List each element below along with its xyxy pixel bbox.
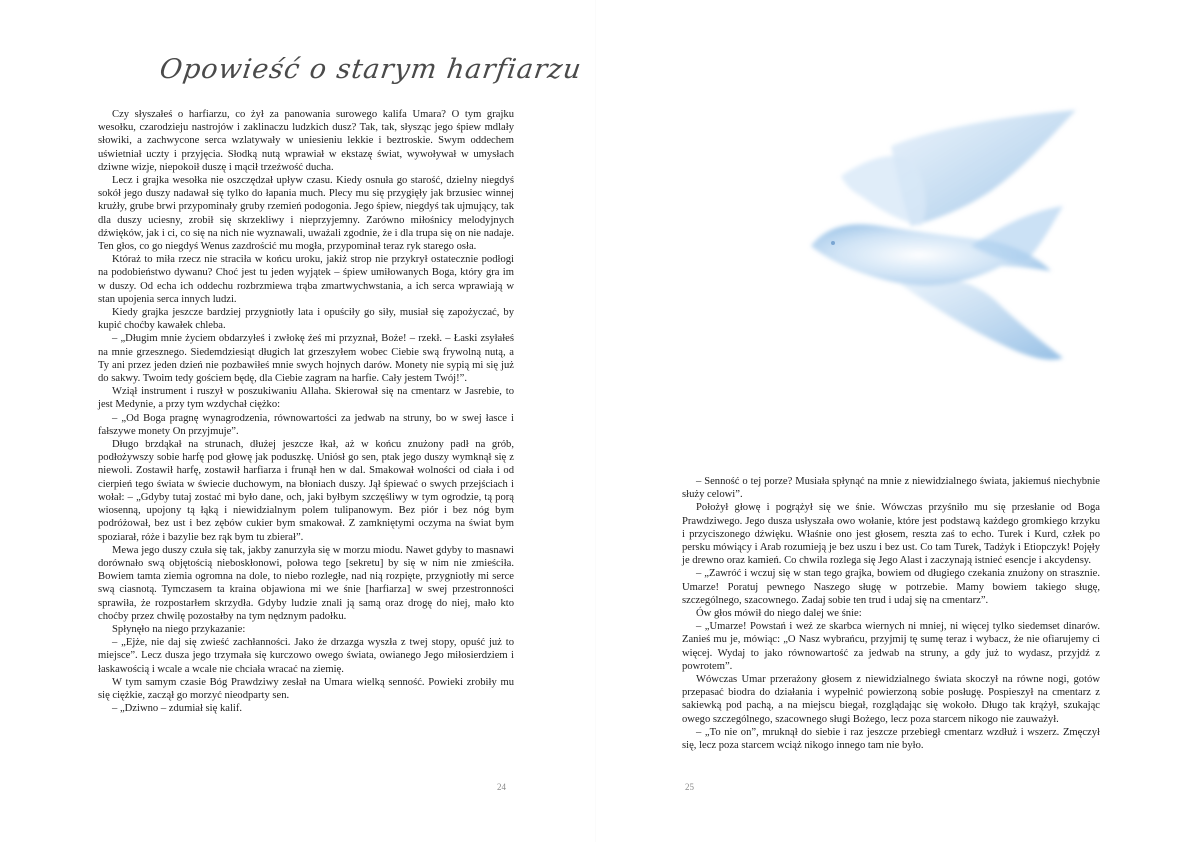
paragraph: Wziął instrument i ruszył w poszukiwaniu Allaha. Skierował się na cmentarz w Jasrebie, to jest Medynie, a przy tym wzdychał ciężko: xyxy=(98,386,514,411)
paragraph: – „Od Boga pragnę wynagrodzenia, równowartości za jedwab na struny, bo w swej łasce i fałszywe monety On przyjmuje”. xyxy=(98,412,514,437)
paragraph: Położył głowę i pogrążył się we śnie. Wówczas przyśniło mu się przesłanie od Boga Prawdziwego. Jego dusza usłyszała owo wołanie, które jest podstawą każdego gromkiego krzyku i przyciszonego dźwięku. Właśnie ono jest głosem, reszta zaś to echo. Turek i Kurd, człek po persku mówiący i Arab rozumieją je bez uszu i bez ust. Co tam Turek, Tadżyk i Etiopczyk! Pojęły je drewno oraz kamień. Co chwila rozlega się Jego Alast i zaczynają istnieć esencje i akcydensy. xyxy=(682,502,1100,567)
paragraph: Któraż to miła rzecz nie straciła w końcu uroku, jakiż strop nie przykrył ostatecznie podłogi na podobieństwo dywanu? Choć jest tu jeden wyjątek – śpiew umiłowanych Boga, który gra im w duszy. Od echa ich oddechu rozbrzmiewa trąba zmartwychwstania, a ich serca wprawiają w stan upojenia serca innych ludzi. xyxy=(98,254,514,305)
paragraph: Lecz i grajka wesołka nie oszczędzał upływ czasu. Kiedy osnuła go starość, dzielny niegdyś sokół jego duszy nadawał się tylko do łapania much. Plecy mu się przygięły jak brzusiec winnej krużły, grube brwi przypominały gruby rzemień podogonia. Jego śpiew, niegdyś tak ujmujący, tak dla duszy uciesny, zrobił się skrzekliwy i nieprzyjemny. Zarówno miłośnicy melodyjnych dźwięków, jak i ci, co się na nich nie wyznawali, uważali zgodnie, że i dla trupa się on nie nadaje. Ten głos, co go niegdyś Wenus zazdrościć mu mogła, przypominał teraz ryk starego osła. xyxy=(98,175,514,253)
paragraph: – „Długim mnie życiem obdarzyłeś i zwłokę źeś mi przyznał, Boże! – rzekł. – Łaski zsyłałeś na mnie grzesznego. Siedemdziesiąt długich lat grzeszyłem wobec Ciebie swą frywolną nutą, a Ty ani przez jeden dzień nie pozbawiłeś mnie swych hojnych darów. Monety nie sypią mi się już do sakwy. Twoim tedy gościem będę, dla Ciebie zagram na harfie. Cały jestem Twój!”. xyxy=(98,333,514,385)
right-page xyxy=(596,0,1191,842)
paragraph: Wówczas Umar przerażony głosem z niewidzialnego świata skoczył na równe nogi, gotów przepasać biodra do działania i wypełnić powierzoną sobie posługę. Pospieszył na cmentarz z sakiewką pod pachą, a na miejscu biegał, rozglądając się wokoło. Długo tak krążył, szukając owego szczególnego, szacownego sługi Bożego, lecz poza starcem nikogo nie zauważył. xyxy=(682,674,1100,725)
paragraph: – „To nie on”, mruknął do siebie i raz jeszcze przebiegł cmentarz wzdłuż i wszerz. Zmęczył się, lecz poza starcem wciąż nikogo innego tam nie było. xyxy=(682,726,1100,752)
paragraph: – „Umarze! Powstań i weź ze skarbca wiernych ni mniej, ni więcej tylko siedemset dinarów. Zanieś mu je, mówiąc: „O Nasz wybrańcu, przyjmij tę sumę teraz i wybacz, że nie ofiarujemy ci więcej. Wydaj to jako równowartość za jedwab na struny, a gdy już to wydasz, przyjdź z powrotem”. xyxy=(682,621,1100,672)
page-title: Opowieść o starym harfiarzu xyxy=(157,54,584,85)
page-number-left: 24 xyxy=(497,782,506,792)
paragraph: Czy słyszałeś o harfiarzu, co żył za panowania surowego kalifa Umara? O tym grajku wesołku, czarodzieju nastrojów i zaklinaczu ludzkich dusz? Tak, tak, słysząc jego śpiew mdlały słowiki, a zachwycone serca wzlatywały w uniesieniu lekkie i beztroskie. Swym oddechem uświetniał uczty i przyjęcia. Słodką nutą wprawiał w ekstazę świat, wywoływał w umysłach dziwne wizje, niepokoił duszę i mącił trzeźwość ducha. xyxy=(98,109,514,173)
dove-eye xyxy=(831,241,835,245)
paragraph: Ów głos mówił do niego dalej we śnie: xyxy=(696,608,862,620)
paragraph: Długo brzdąkał na strunach, dłużej jeszcze łkał, aż w końcu znużony padł na grób, podłożywszy sobie harfę pod głowę jak poduszkę. Uniósł go sen, ptak jego duszy wymknął się z niewoli. Zostawił harfę, zostawił harfiarza i frunął hen w dal. Smakował wolności od ciała i od cierpień tego świata w świecie duchowym, na błoniach duszy. Jął śpiewać o swych przejściach i wołał: – „Gdyby tutaj zostać mi było dane, och, jaki byłbym szczęśliwy w tym ogrodzie, tą porą wiosenną, upojony tą łąką i niewidzialnym polem tulipanowym. Bez piór i bez nóg bym podróżował, bez ust i bez zębów cukier bym smakował. Z zamkniętymi oczyma na świat bym spoziarał, róże i bazylie bez rąk bym tu zbierał”. xyxy=(98,439,514,543)
page-number-right: 25 xyxy=(685,782,694,792)
paragraph: Mewa jego duszy czuła się tak, jakby zanurzyła się w morzu miodu. Nawet gdyby to masnawi dorównało swą objętością nieboskłonowi, połowa tego [sekretu] by się w nim nie zmieściła. Bowiem tamta ziemia ogromna na dole, to niebo rozległe, nad nią rozpięte, przygniotły mi serce swą ciasnotą. Tymczasem ta kraina objawiona mi we śnie [harfiarza] w swej przestronności sprawiła, że rozpostarłem skrzydła. Gdyby ludzie znali ją samą oraz drogę do niej, mało kto choćby przez chwilę pozostałby na tym nędznym padołku. xyxy=(98,544,514,622)
paragraph: Kiedy grajka jeszcze bardziej przygniotły lata i opuściły go siły, musiał się zapożyczać, by kupić choćby kawałek chleba. xyxy=(98,307,514,332)
left-page-text xyxy=(98,108,514,715)
paragraph: – „Dziwno – zdumiał się kalif. xyxy=(112,703,243,715)
paragraph: Spłynęło na niego przykazanie: xyxy=(112,623,246,635)
right-page-text xyxy=(682,475,1100,752)
paragraph: W tym samym czasie Bóg Prawdziwy zesłał na Umara wielką senność. Powieki zrobiły mu się ciężkie, zaczął go morzyć nieodparty sen. xyxy=(98,676,514,701)
paragraph: – Senność o tej porze? Musiała spłynąć na mnie z niewidzialnego świata, jakiemuś niechybnie służy celowi”. xyxy=(682,476,1100,501)
paragraph: – „Zawróć i wczuj się w stan tego grajka, bowiem od długiego czekania znużony on strasznie. Umarze! Poratuj pewnego Naszego sługę w potrzebie. Mamy bowiem takiego sługę, szczególnego, szacownego. Zadaj sobie ten trud i udaj się na cmentarz”. xyxy=(682,568,1100,606)
paragraph: – „Ejże, nie daj się zwieść zachłanności. Jako że drzazga wyszła z twej stopy, opuść już to miejsce”. Lecz dusza jego trzymała się kurczowo owego świata, owianego Jego miłosierdziem i łaskawością i wcale a wcale nie chciała wracać na ziemię. xyxy=(98,637,514,675)
left-page xyxy=(0,0,595,842)
dove-illustration xyxy=(801,96,1091,376)
